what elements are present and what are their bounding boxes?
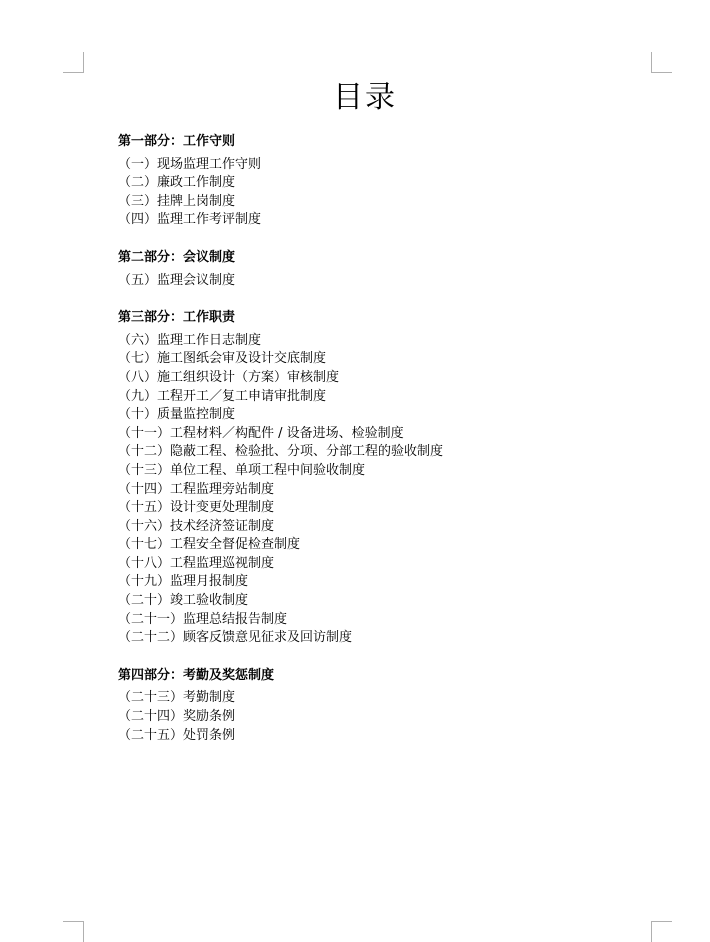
- toc-item: （二十一）监理总结报告制度: [118, 611, 288, 627]
- crop-mark-bottom-right: [651, 921, 672, 942]
- toc-item: （二）廉政工作制度: [118, 175, 236, 191]
- toc-item: （十一）工程材料／构配件 / 设备进场、检验制度: [118, 425, 404, 441]
- toc-item: （十七）工程安全督促检查制度: [118, 537, 301, 553]
- crop-mark-top-left: [63, 52, 84, 73]
- toc-item: （四）监理工作考评制度: [118, 212, 262, 228]
- toc-item: （二十五）处罚条例: [118, 727, 236, 743]
- section-heading: 第四部分：考勤及奖惩制度: [118, 667, 275, 683]
- toc-section-part-2: [118, 249, 678, 290]
- toc-section-part-3: [118, 309, 678, 648]
- toc-item: （十四）工程监理旁站制度: [118, 481, 275, 497]
- toc-item: （八）施工组织设计（方案）审核制度: [118, 369, 340, 385]
- toc-item: （七）施工图纸会审及设计交底制度: [118, 351, 327, 367]
- toc-item: （二十四）奖励条例: [118, 709, 236, 725]
- toc-section-part-4: [118, 667, 678, 745]
- toc-item: （十九）监理月报制度: [118, 574, 249, 590]
- toc-section-part-1: [118, 133, 678, 230]
- toc-item: （一）现场监理工作守则: [118, 156, 262, 172]
- section-heading: 第一部分：工作守则: [118, 134, 236, 149]
- table-of-contents: [118, 133, 678, 745]
- section-heading: 第二部分：会议制度: [118, 249, 236, 265]
- page-title: 目录: [333, 80, 397, 115]
- toc-item: （十三）单位工程、单项工程中间验收制度: [118, 462, 366, 478]
- toc-item: （六）监理工作日志制度: [118, 332, 262, 348]
- toc-item: （十二）隐蔽工程、检验批、分项、分部工程的验收制度: [118, 444, 444, 460]
- section-heading: 第三部分：工作职责: [118, 310, 236, 326]
- toc-item: （二十）竣工验收制度: [118, 593, 249, 609]
- crop-mark-bottom-left: [63, 921, 84, 942]
- toc-item: （九）工程开工／复工申请审批制度: [118, 388, 327, 404]
- crop-mark-top-right: [651, 52, 672, 73]
- toc-item: （三）挂牌上岗制度: [118, 193, 236, 209]
- toc-item: （十）质量监控制度: [118, 407, 236, 423]
- toc-item: （二十二）顾客反馈意见征求及回访制度: [118, 630, 353, 646]
- toc-item: （十八）工程监理巡视制度: [118, 555, 275, 571]
- toc-item: （五）监理会议制度: [118, 272, 236, 288]
- toc-item: （十五）设计变更处理制度: [118, 500, 275, 516]
- toc-item: （二十三）考勤制度: [118, 690, 236, 706]
- toc-item: （十六）技术经济签证制度: [118, 518, 275, 534]
